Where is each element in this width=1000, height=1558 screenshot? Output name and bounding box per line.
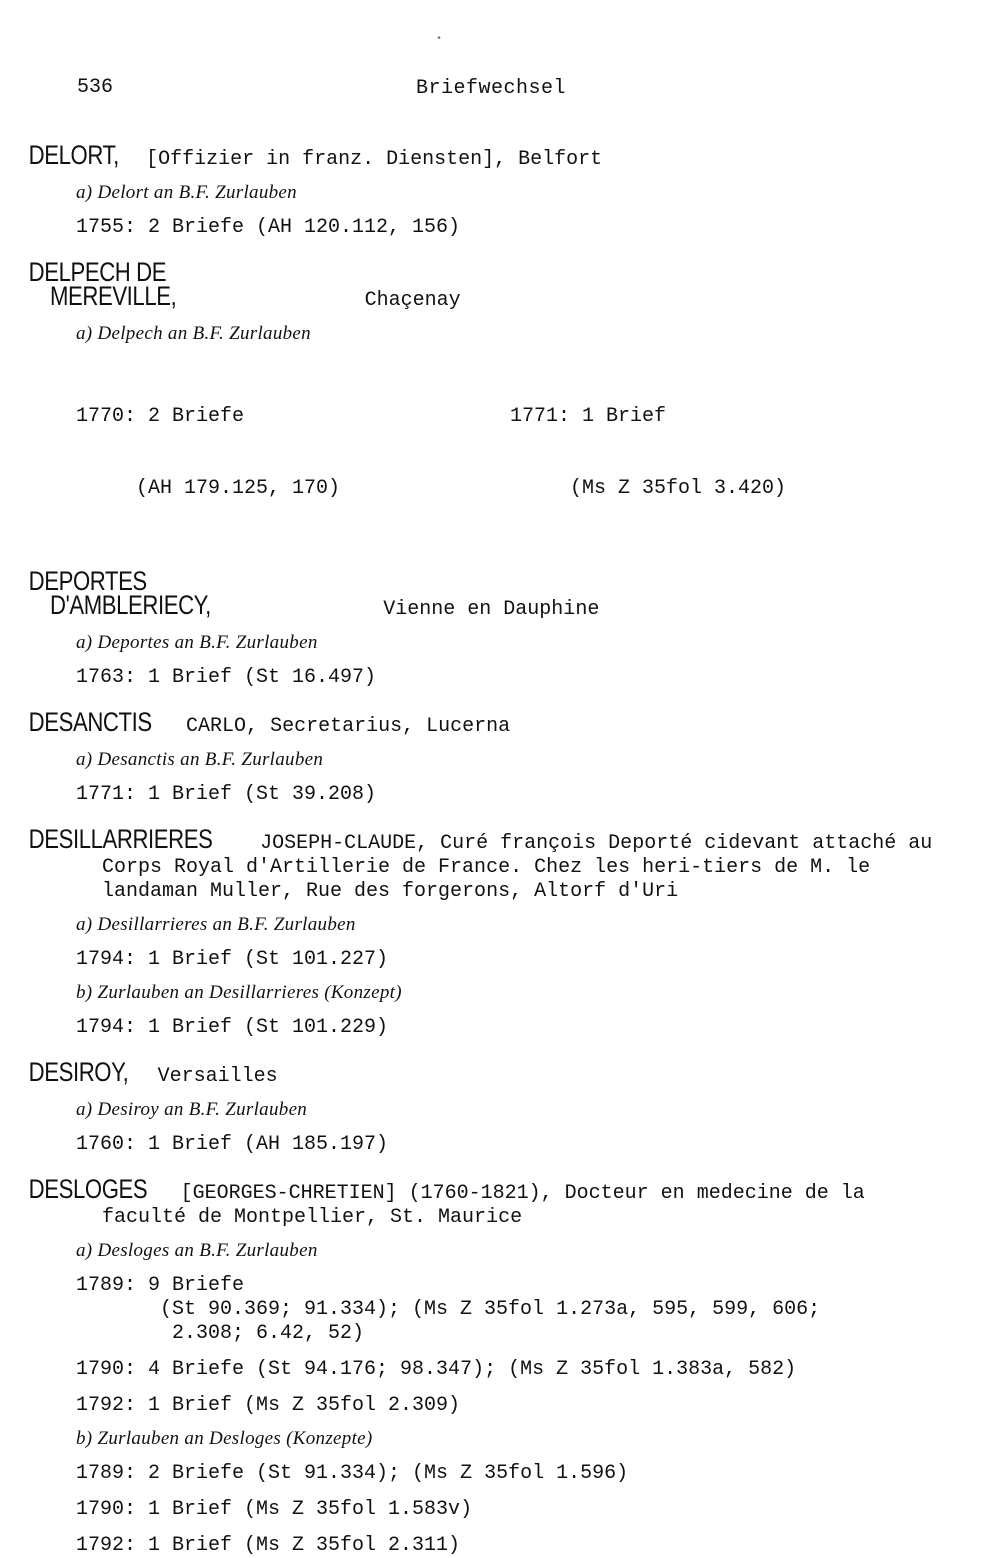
entry-heading [28,824,946,904]
entry-given-name: CARLO, [186,715,259,738]
entry-name: DESILLARRIERES [28,824,213,854]
letter-line: 1771: 1 Brief (St 39.208) [76,783,377,806]
entry-name: DEPORTES D'AMBLERIECY, [28,566,211,620]
entry-heading [28,707,946,739]
page-number: 536 [77,76,114,99]
entry-description: (1760-1821), Docteur en medecine de la faculté de Montpellier, St. Maurice [102,1182,865,1229]
letter-line: 1792: 1 Brief (Ms Z 35fol 2.309) [76,1394,461,1417]
stray-mark: • [436,34,443,45]
letter-reference: (St 90.369; 91.334); (Ms Z 35fol 1.273a, 595, 599, 606; [160,1298,821,1321]
letter-columns [76,357,946,549]
letter-line: 1792: 1 Brief (Ms Z 35fol 2.311) [76,1534,461,1557]
letter-line: 1771: 1 Brief [510,405,667,428]
entry-desanctis [28,707,946,807]
letter-column-right [510,357,786,549]
subsection-a: a) Desiroy an B.F. Zurlauben [76,1099,308,1120]
entry-description: [Offizier in franz. Diensten], Belfort [146,148,603,171]
letter-line: 1763: 1 Brief (St 16.497) [76,666,377,689]
entry-desillarrieres [28,824,946,1040]
letter-line: 1790: 1 Brief (Ms Z 35fol 1.583v) [76,1498,473,1521]
letter-line: 1794: 1 Brief (St 101.229) [76,1016,389,1039]
letter-line: 1794: 1 Brief (St 101.227) [76,948,389,971]
entry-description: Secretarius, Lucerna [270,715,511,738]
subsection-a: a) Delort an B.F. Zurlauben [76,182,297,203]
letter-line: 1760: 1 Brief (AH 185.197) [76,1133,389,1156]
entry-description: Versailles [157,1065,278,1088]
letter-reference: 2.308; 6.42, 52) [160,1322,365,1345]
entry-heading [28,1174,946,1230]
entry-given-name: [GEORGES-CHRETIEN] [180,1182,397,1205]
letter-line: 1789: 2 Briefe (St 91.334); (Ms Z 35fol 1.596) [76,1462,629,1485]
letter-line: 1770: 2 Briefe [76,405,245,428]
entry-heading [28,140,946,172]
entry-heading [28,1057,946,1089]
entry-name: DELORT, [28,140,119,170]
subsection-a: a) Desillarrieres an B.F. Zurlauben [76,914,356,935]
letter-line: 1790: 4 Briefe (St 94.176; 98.347); (Ms Z 35fol 1.383a, 582) [76,1358,797,1381]
subsection-a: a) Deportes an B.F. Zurlauben [76,632,318,653]
subsection-a: a) Delpech an B.F. Zurlauben [76,323,311,344]
entry-desiroy [28,1057,946,1157]
entry-deportes [28,566,946,690]
running-title: Briefwechsel [416,77,567,100]
letter-line: 1755: 2 Briefe (AH 120.112, 156) [76,216,461,239]
subsection-a: a) Desloges an B.F. Zurlauben [76,1240,318,1261]
letter-column-left [76,357,510,549]
entry-name: DESANCTIS [28,707,152,737]
subsection-b: b) Zurlauben an Desloges (Konzepte) [76,1428,373,1449]
entry-description: Curé françois Deporté cidevant attaché au Corps Royal d'Artillerie de France. Chez les heri-tiers de M. le landaman Muller, Rue des forgerons, Altorf d'Uri [102,832,933,903]
entry-description: Vienne en Dauphine [383,598,600,621]
entry-description: Chaçenay [364,289,461,312]
entry-desloges [28,1174,946,1558]
entry-heading [28,566,946,622]
entry-name: DESIROY, [28,1057,129,1087]
entry-delort [28,140,946,240]
subsection-a: a) Desanctis an B.F. Zurlauben [76,749,324,770]
entry-heading [28,257,946,313]
letter-reference: (Ms Z 35fol 3.420) [510,477,787,500]
letter-reference: (AH 179.125, 170) [76,477,341,500]
letter-line: 1789: 9 Briefe [76,1274,245,1297]
entry-delpech [28,257,946,549]
entry-name: DESLOGES [28,1174,148,1204]
entry-list [28,140,946,1558]
subsection-b: b) Zurlauben an Desillarrieres (Konzept) [76,982,402,1003]
entry-name: DELPECH DE MEREVILLE, [28,257,177,311]
entry-given-name: JOSEPH-CLAUDE, [260,832,429,855]
